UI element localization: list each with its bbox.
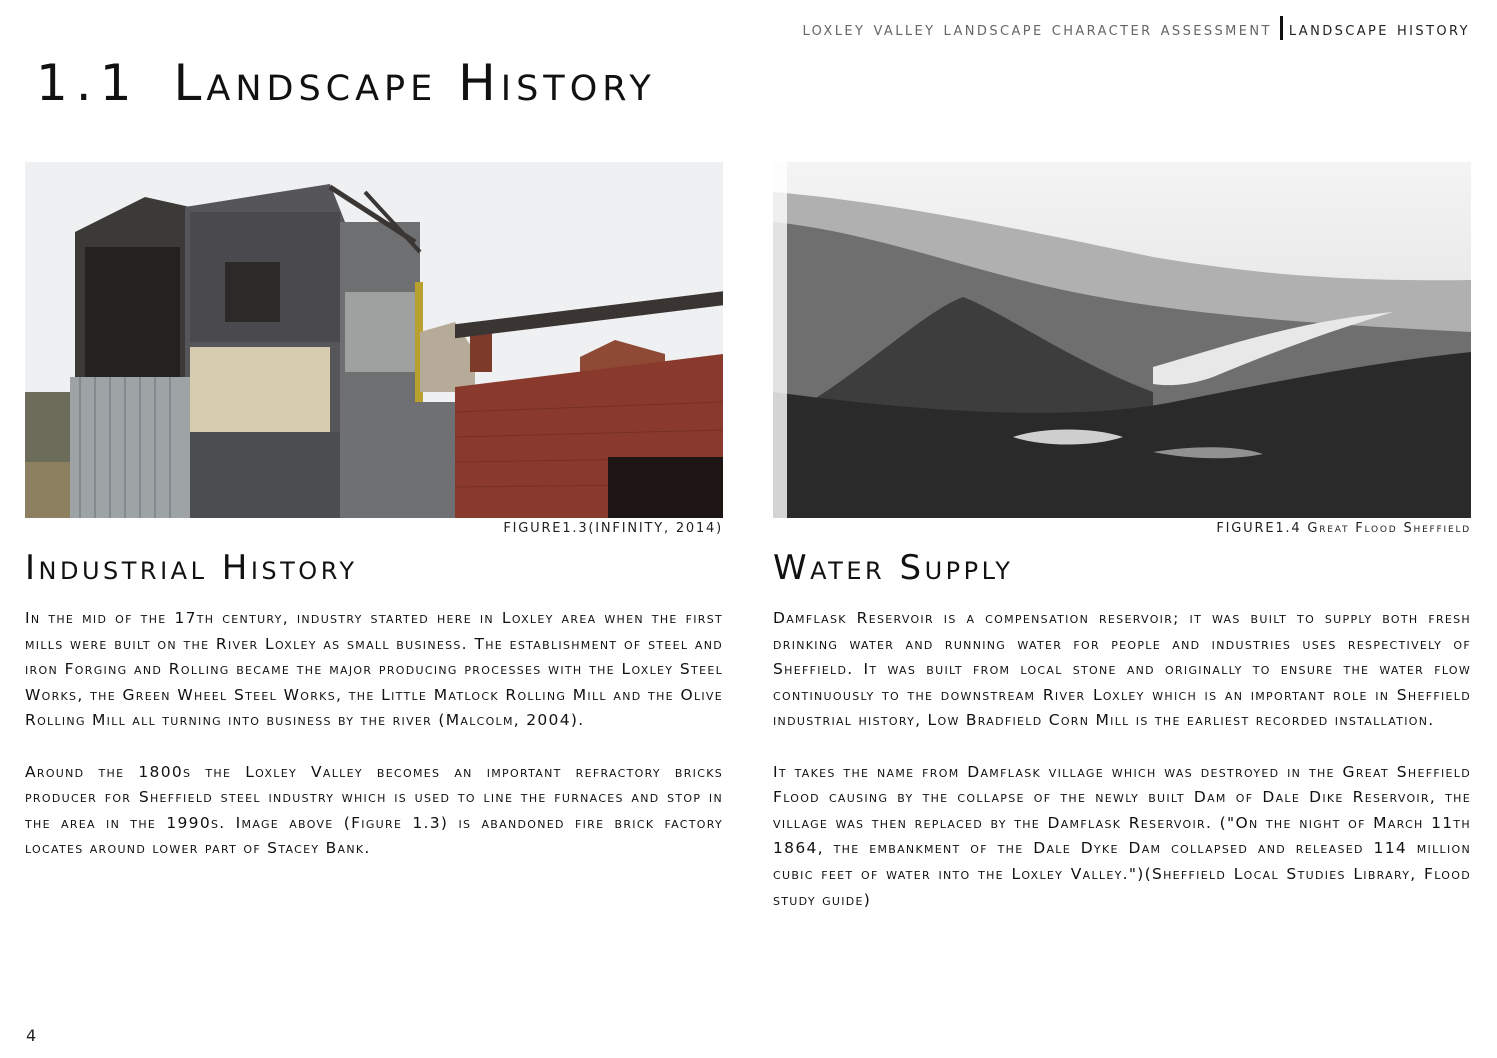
paragraph: Damflask Reservoir is a compensation reservoir; it was built to supply both fresh drinking water and running water for people and industries uses respectively of Sheffield. It was built from local stone and originally to ensure the water flow continuously to the downstream River Loxley which is an important role in Sheffield industrial history, Low Bradfield Corn Mill is the earliest recorded installation. [773, 609, 1471, 730]
section-name: landscape history [1288, 19, 1470, 40]
running-header [802, 16, 1470, 40]
paragraph: It takes the name from Damflask village which was destroyed in the Great Sheffield Flood causing by the collapse of the newly built Dam of Dale Dike Reservoir, the village was then replaced by the Damflask Reservoir. ("On the night of March 11th 1864, the embankment of the Dale Dyke Dam collapsed and released 114 million cubic feet of water into the Loxley Valley.")(Sheffield Local Studies Library, Flood study guide) [773, 762, 1471, 909]
page-title [36, 54, 656, 112]
brick-factory-image [25, 162, 723, 518]
figure-1-4-photo [773, 162, 1471, 518]
header-divider [1280, 16, 1283, 40]
right-column [773, 162, 1471, 913]
section-number: 1.1 [36, 54, 140, 112]
section-title: Landscape History [173, 54, 656, 112]
flood-valley-image [773, 162, 1471, 518]
figure-caption: FIGURE1.3(INFINITY, 2014) [503, 521, 723, 536]
left-column [25, 162, 723, 862]
figure-caption: FIGURE1.4 Great Flood Sheffield [1216, 521, 1471, 536]
section-heading-water-supply: Water Supply [773, 548, 1014, 588]
paragraph: Around the 1800s the Loxley Valley becomes an important refractory bricks producer for Sheffield steel industry which is used to line the furnaces and stop in the area in the 1990s. Image above (Figure 1.3) is abandoned fire brick factory locates around lower part of Stacey Bank. [25, 762, 723, 858]
figure-1-3-photo [25, 162, 723, 518]
document-title: loxley valley landscape character assessment [802, 19, 1272, 40]
section-heading-industrial-history: Industrial History [25, 548, 358, 588]
paragraph: In the mid of the 17th century, industry started here in Loxley area when the first mills were built on the River Loxley as small business. The establishment of steel and iron Forging and Rolling became the major producing processes with the Loxley Steel Works, the Green Wheel Steel Works, the Little Matlock Rolling Mill and the Olive Rolling Mill all turning into business by the river (Malcolm, 2004). [25, 609, 723, 730]
page-number: 4 [26, 1026, 37, 1045]
